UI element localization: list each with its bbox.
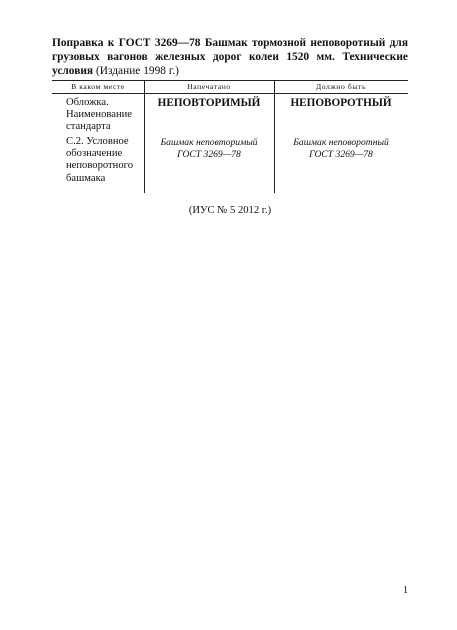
- header-place: В каком месте: [71, 82, 125, 91]
- row-1-place-text: Обложка. Наименование стандарта: [66, 97, 132, 133]
- ius-reference: (ИУС № 5 2012 г.): [188, 205, 272, 216]
- row-2-place: [52, 136, 142, 185]
- table-top-rule: [52, 80, 408, 81]
- row-2-printed-line-1: Башмак неповторимый: [160, 137, 258, 148]
- row-2-place-text: С.2. Условное обозначение неповоротного башмака: [66, 136, 133, 184]
- row-1-printed: НЕПОВТОРИМЫЙ: [157, 97, 261, 109]
- row-2-printed: [144, 137, 274, 161]
- row-2-should-be-line-1: Башмак неповоротный: [293, 137, 389, 148]
- correction-title: [52, 36, 408, 78]
- title-edition: (Издание 1998 г.): [95, 65, 179, 77]
- title-main: Поправка к ГОСТ 3269—78 Башмак тормозной неповоротный для грузовых вагонов железных дорог колеи 1520 мм. Технические условия: [52, 37, 408, 77]
- row-2-should-be-line-2: ГОСТ 3269—78: [309, 149, 373, 160]
- correction-table: [52, 80, 408, 193]
- header-should-be: Должно быть: [315, 82, 367, 91]
- row-1-should-be: НЕПОВОРОТНЫЙ: [290, 97, 392, 109]
- row-2-printed-line-2: ГОСТ 3269—78: [177, 149, 241, 160]
- page-number: 1: [403, 585, 408, 596]
- table-header-rule: [52, 93, 408, 94]
- row-1-place: [52, 97, 142, 134]
- row-2-should-be: [274, 137, 408, 161]
- header-printed: Напечатано: [187, 82, 231, 91]
